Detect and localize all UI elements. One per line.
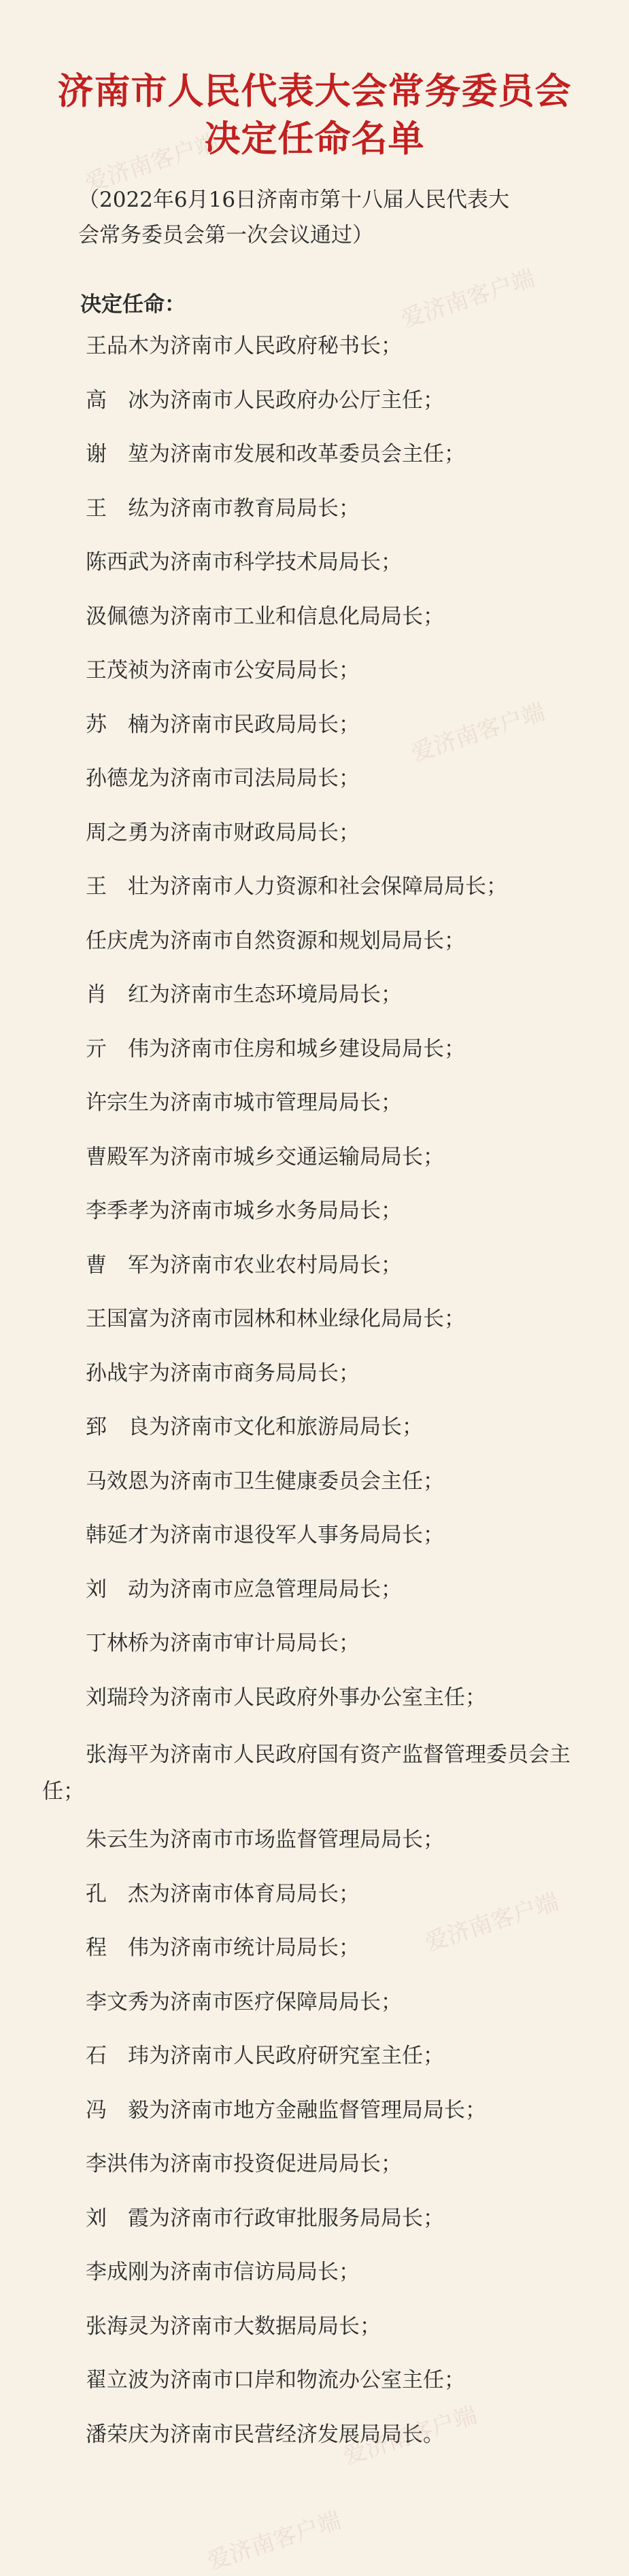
appointment-list bbox=[0, 331, 629, 2473]
title-line-2: 决定任命名单 bbox=[204, 118, 425, 160]
watermark: 爱济南客户端 bbox=[397, 264, 539, 334]
appointment-item: 亓 伟为济南市住房和城乡建设局局长； bbox=[86, 1036, 465, 1061]
appointment-item: 李文秀为济南市医疗保障局局长； bbox=[86, 1989, 402, 2014]
appointment-item: 孔 杰为济南市体育局局长； bbox=[86, 1881, 360, 1906]
watermark: 爱济南客户端 bbox=[81, 128, 222, 198]
appointment-item: 翟立波为济南市口岸和物流办公室主任； bbox=[86, 2368, 465, 2392]
appointment-item: 石 玮为济南市人民政府研究室主任； bbox=[86, 2044, 444, 2068]
appointment-item: 曹殿军为济南市城乡交通运输局局长； bbox=[86, 1144, 444, 1169]
appointment-item: 孙德龙为济南市司法局局长； bbox=[86, 766, 360, 791]
watermark: 爱济南客户端 bbox=[203, 2507, 345, 2576]
appointment-item: 冯 毅为济南市地方金融监督管理局局长； bbox=[86, 2097, 486, 2123]
appointment-item: 孙战宇为济南市商务局局长； bbox=[86, 1360, 360, 1386]
watermark: 爱济南客户端 bbox=[421, 1888, 562, 1957]
appointment-item: 王 壮为济南市人力资源和社会保障局局长； bbox=[86, 874, 507, 899]
watermark: 爱济南客户端 bbox=[339, 2401, 481, 2471]
appointment-item: 张海灵为济南市大数据局局长； bbox=[86, 2314, 381, 2339]
appointment-item: 刘 霞为济南市行政审批服务局局长； bbox=[86, 2205, 444, 2231]
appointment-item: 高 冰为济南市人民政府办公厅主任； bbox=[86, 388, 444, 413]
appointment-item: 许宗生为济南市城市管理局局长； bbox=[86, 1090, 402, 1115]
appointment-item: 王茂祯为济南市公安局局长； bbox=[86, 658, 360, 683]
appointment-item: 苏 楠为济南市民政局局长； bbox=[86, 712, 360, 737]
appointment-item: 郅 良为济南市文化和旅游局局长； bbox=[86, 1415, 423, 1439]
document-title bbox=[0, 68, 629, 163]
appointment-item: 张海平为济南市人民政府国有资产监督管理委员会主任； bbox=[42, 1742, 571, 1804]
appointment-item: 汲佩德为济南市工业和信息化局局长； bbox=[86, 604, 444, 629]
appointment-item: 丁林桥为济南市审计局局长； bbox=[86, 1631, 360, 1655]
appointment-item: 周之勇为济南市财政局局长； bbox=[86, 820, 360, 845]
watermark: 爱济南客户端 bbox=[407, 698, 549, 768]
appointment-item: 任庆虎为济南市自然资源和规划局局长； bbox=[86, 928, 465, 953]
appointment-item: 潘荣庆为济南市民营经济发展局局长。 bbox=[86, 2422, 444, 2447]
appointment-item: 李洪伟为济南市投资促进局局长； bbox=[86, 2152, 402, 2176]
meeting-note: （2022年6月16日济南市第十八届人民代表大会常务委员会第一次会议通过） bbox=[78, 188, 510, 247]
title-line-1: 济南市人民代表大会常务委员会 bbox=[57, 71, 572, 112]
appointment-item: 刘瑞玲为济南市人民政府外事办公室主任； bbox=[86, 1685, 486, 1710]
appointment-item: 朱云生为济南市市场监督管理局局长； bbox=[86, 1827, 444, 1852]
appointment-item: 谢 堃为济南市发展和改革委员会主任； bbox=[86, 442, 465, 466]
appointment-item: 李成刚为济南市信访局局长； bbox=[86, 2260, 360, 2284]
appointment-item: 陈西武为济南市科学技术局局长； bbox=[86, 550, 402, 574]
appointment-item: 王 纮为济南市教育局局长； bbox=[86, 496, 360, 521]
section-heading: 决定任命： bbox=[80, 292, 186, 317]
appointment-item: 韩延才为济南市退役军人事务局局长； bbox=[86, 1523, 444, 1547]
appointment-item: 王品木为济南市人民政府秘书长； bbox=[86, 334, 402, 358]
appointment-item: 曹 军为济南市农业农村局局长； bbox=[86, 1252, 402, 1277]
appointment-item: 李季孝为济南市城乡水务局局长； bbox=[86, 1199, 402, 1223]
appointment-item: 程 伟为济南市统计局局长； bbox=[86, 1936, 360, 1960]
appointment-item: 王国富为济南市园林和林业绿化局局长； bbox=[86, 1307, 465, 1331]
appointment-item: 马效恩为济南市卫生健康委员会主任； bbox=[86, 1469, 444, 1494]
appointment-item: 肖 红为济南市生态环境局局长； bbox=[86, 982, 402, 1007]
appointment-item: 刘 动为济南市应急管理局局长； bbox=[86, 1577, 402, 1602]
